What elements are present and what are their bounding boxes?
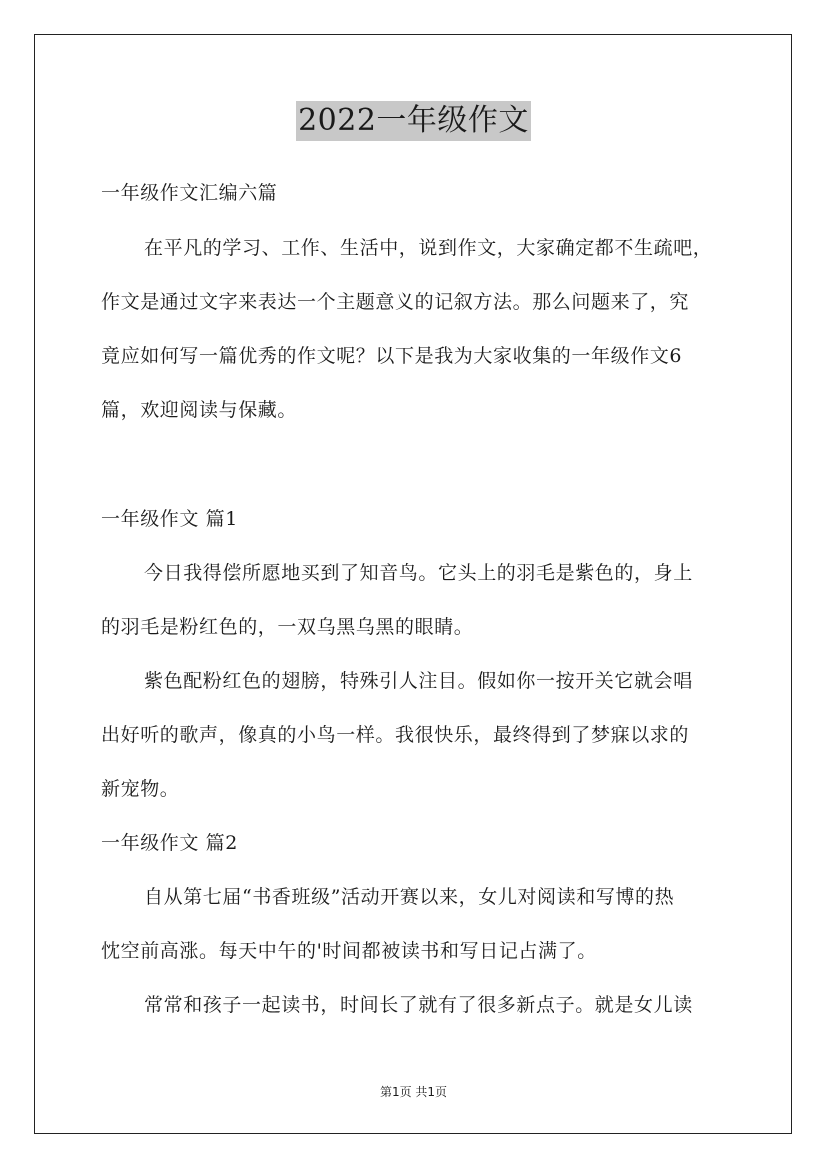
section2-line-2: 忱空前高涨。每天中午的'时间都被读书和写日记占满了。 — [101, 940, 597, 962]
section2-line-3: 常常和孩子一起读书，时间长了就有了很多新点子。就是女儿读 — [144, 994, 693, 1016]
section1-line-1: 今日我得偿所愿地买到了知音鸟。它头上的羽毛是紫色的，身上 — [144, 562, 693, 584]
section2-line-1: 自从第七届“书香班级”活动开赛以来，女儿对阅读和写博的热 — [144, 886, 675, 908]
intro-line-2: 作文是通过文字来表达一个主题意义的记叙方法。那么问题来了，究 — [101, 291, 690, 313]
section1-line-4: 出好听的歌声，像真的小鸟一样。我很快乐，最终得到了梦寐以求的 — [101, 724, 690, 746]
intro-heading: 一年级作文汇编六篇 — [101, 182, 278, 204]
document-title: 2022一年级作文 — [296, 101, 531, 141]
section1-line-5: 新宠物。 — [101, 778, 180, 800]
page-footer: 第1页 共1页 — [379, 1085, 448, 1099]
intro-line-1: 在平凡的学习、工作、生活中，说到作文，大家确定都不生疏吧， — [144, 237, 713, 259]
section1-heading: 一年级作文 篇1 — [101, 508, 238, 530]
section1-line-3: 紫色配粉红色的翅膀，特殊引人注目。假如你一按开关它就会唱 — [144, 670, 693, 692]
section1-line-2: 的羽毛是粉红色的，一双乌黑乌黑的眼睛。 — [101, 616, 474, 638]
intro-line-3: 竟应如何写一篇优秀的作文呢？以下是我为大家收集的一年级作文6 — [101, 345, 683, 367]
title-container — [0, 101, 827, 141]
section2-heading: 一年级作文 篇2 — [101, 832, 238, 854]
intro-line-4: 篇，欢迎阅读与保藏。 — [101, 399, 298, 421]
